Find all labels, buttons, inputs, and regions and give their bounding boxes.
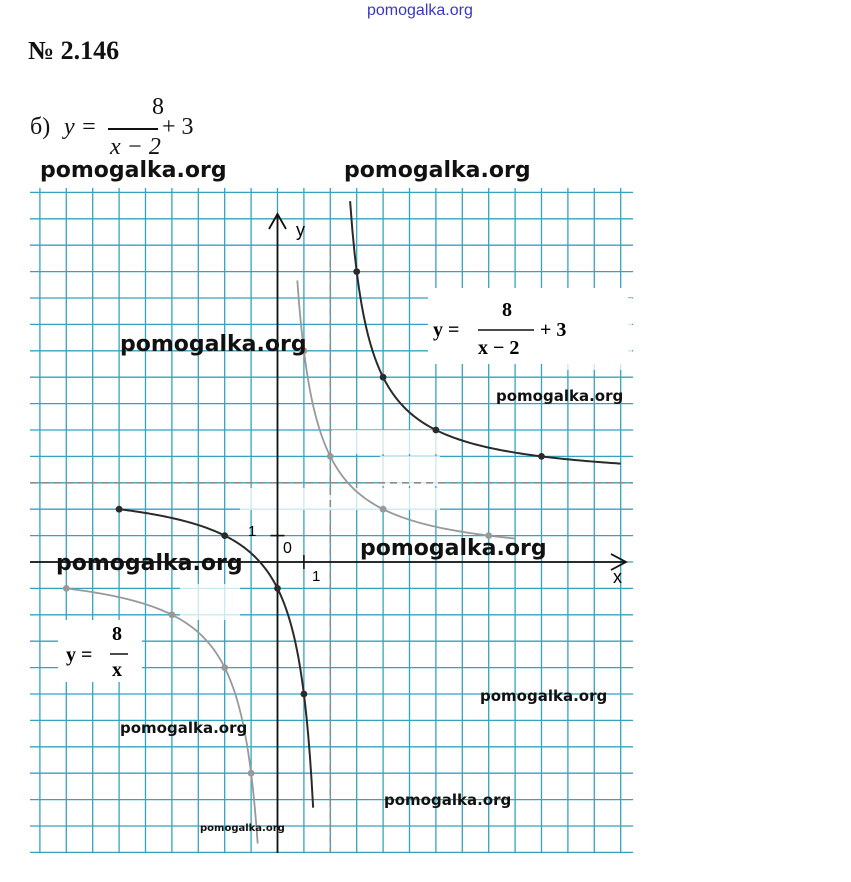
scan-patch bbox=[380, 456, 440, 486]
y-axis-label: y bbox=[296, 220, 305, 240]
base-label-denominator: x bbox=[112, 659, 122, 681]
base-curve-point bbox=[327, 453, 334, 460]
watermark: pomogalka.org bbox=[480, 687, 608, 705]
task-number: № 2.146 bbox=[28, 36, 120, 65]
watermark: pomogalka.org bbox=[120, 719, 248, 737]
base-curve-point bbox=[63, 585, 70, 592]
shifted-label-numerator: 8 bbox=[502, 299, 512, 321]
watermark: pomogalka.org bbox=[200, 823, 285, 834]
shifted-curve-point bbox=[301, 691, 308, 698]
shifted-curve-label bbox=[428, 288, 628, 364]
watermark: pomogalka.org bbox=[40, 158, 227, 183]
base-label-lhs: y = bbox=[66, 644, 93, 666]
formula-tail: + 3 bbox=[162, 114, 194, 140]
x-axis-label: x bbox=[613, 567, 622, 587]
base-curve-point bbox=[380, 506, 387, 513]
shifted-label-lhs: y = bbox=[433, 319, 460, 341]
shifted-curve-point bbox=[380, 374, 387, 381]
origin-label: 0 bbox=[283, 540, 292, 557]
watermark: pomogalka.org bbox=[344, 158, 531, 183]
watermark: pomogalka.org bbox=[384, 791, 512, 809]
shifted-curve-point bbox=[353, 268, 360, 275]
base-curve-point bbox=[169, 611, 176, 618]
watermark: pomogalka.org bbox=[496, 387, 624, 405]
site-header-link[interactable]: pomogalka.org bbox=[367, 2, 473, 19]
grid-lines bbox=[30, 188, 633, 853]
shifted-label-denominator: x − 2 bbox=[478, 337, 520, 359]
base-label-numerator: 8 bbox=[112, 623, 122, 645]
shifted-curve-point bbox=[221, 532, 228, 539]
watermark: pomogalka.org bbox=[56, 551, 243, 576]
x-unit-label: 1 bbox=[312, 568, 321, 585]
base-curve-point bbox=[248, 770, 255, 777]
scan-patch bbox=[332, 430, 442, 454]
formula-numerator: 8 bbox=[152, 94, 164, 120]
formula-lhs: y = bbox=[64, 114, 97, 140]
scan-patch bbox=[240, 488, 440, 510]
base-curve-label bbox=[58, 620, 142, 682]
shifted-curve-point bbox=[433, 427, 440, 434]
base-curve-point bbox=[221, 664, 228, 671]
y-unit-label: 1 bbox=[248, 523, 257, 540]
shifted-curve-point bbox=[274, 585, 281, 592]
shifted-curve-point bbox=[538, 453, 545, 460]
watermark: pomogalka.org bbox=[120, 332, 307, 357]
formula-denominator: x − 2 bbox=[110, 134, 161, 160]
formula-item-label: б) bbox=[30, 114, 51, 140]
shifted-curve-point bbox=[116, 506, 123, 513]
watermark: pomogalka.org bbox=[360, 536, 547, 561]
shifted-label-tail: + 3 bbox=[540, 319, 567, 341]
scan-patch bbox=[180, 584, 240, 620]
